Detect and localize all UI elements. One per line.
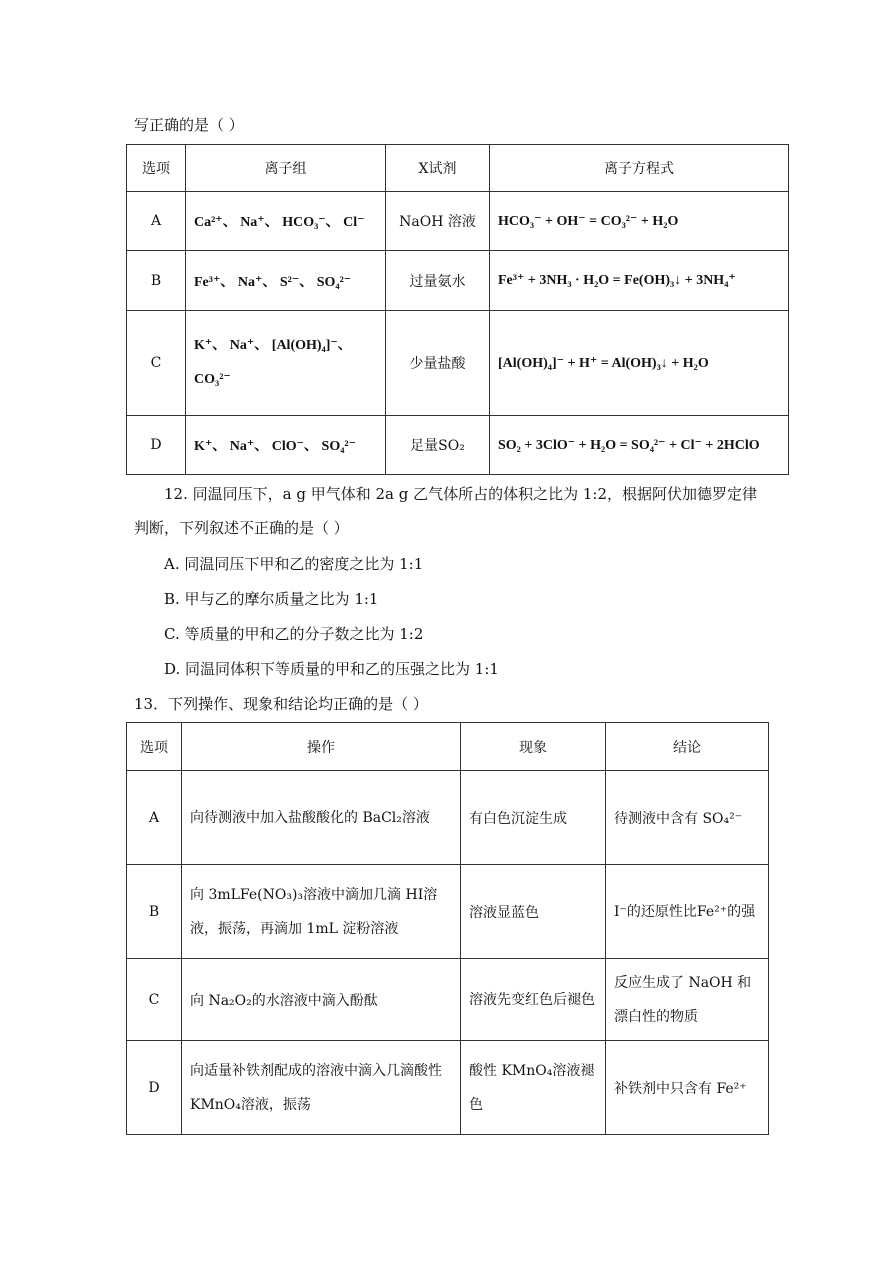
table-row	[127, 311, 789, 416]
question-12-option: D. 同温同体积下等质量的甲和乙的压强之比为 1:1	[164, 660, 499, 678]
option-cell: C	[127, 311, 186, 416]
conclusion-cell: 待测液中含有 SO₄²⁻	[606, 771, 769, 865]
operation-cell: 向 3mLFe(NO₃)₃溶液中滴加几滴 HI溶液，振荡，再滴加 1mL 淀粉溶液	[182, 865, 461, 959]
reagent-cell: 足量SO₂	[386, 416, 490, 475]
ion-group-cell: Ca²⁺、 Na⁺、 HCO₃⁻、 Cl⁻	[186, 192, 386, 251]
operation-cell: 向适量补铁剂配成的溶液中滴入几滴酸性 KMnO₄溶液，振荡	[182, 1041, 461, 1135]
reagent-cell: 过量氨水	[386, 251, 490, 311]
table-row	[127, 865, 769, 959]
header-cell: 操作	[182, 723, 461, 771]
question-11-tail: 写正确的是（ ）	[134, 116, 244, 134]
ion-group-cell: K⁺、 Na⁺、 ClO⁻、 SO₄²⁻	[186, 416, 386, 475]
question-13-table	[126, 722, 769, 1135]
table-header-row	[127, 723, 769, 771]
phenomenon-cell: 有白色沉淀生成	[461, 771, 606, 865]
equation-cell: Fe³⁺ + 3NH₃ · H₂O = Fe(OH)₃↓ + 3NH₄⁺	[490, 251, 789, 311]
equation-cell: HCO₃⁻ + OH⁻ = CO₃²⁻ + H₂O	[490, 192, 789, 251]
phenomenon-cell: 溶液先变红色后褪色	[461, 959, 606, 1041]
phenomenon-cell: 酸性 KMnO₄溶液褪色	[461, 1041, 606, 1135]
question-12-option: A. 同温同压下甲和乙的密度之比为 1:1	[164, 555, 424, 573]
table-row	[127, 771, 769, 865]
conclusion-cell: I⁻的还原性比Fe²⁺的强	[606, 865, 769, 959]
header-cell: X试剂	[386, 145, 490, 192]
table-row	[127, 251, 789, 311]
option-cell: D	[127, 416, 186, 475]
ion-group-cell: Fe³⁺、 Na⁺、 S²⁻、 SO₄²⁻	[186, 251, 386, 311]
header-cell: 结论	[606, 723, 769, 771]
operation-cell: 向 Na₂O₂的水溶液中滴入酚酞	[182, 959, 461, 1041]
option-cell: B	[127, 865, 182, 959]
option-cell: A	[127, 192, 186, 251]
question-11-table	[126, 144, 789, 475]
conclusion-cell: 反应生成了 NaOH 和漂白性的物质	[606, 959, 769, 1041]
header-cell: 离子组	[186, 145, 386, 192]
table-row	[127, 192, 789, 251]
ion-group-cell: K⁺、 Na⁺、 [Al(OH)₄]⁻、 CO₃²⁻	[186, 311, 386, 416]
reagent-cell: 少量盐酸	[386, 311, 490, 416]
table-header-row	[127, 145, 789, 192]
question-12-option: C. 等质量的甲和乙的分子数之比为 1:2	[164, 625, 424, 643]
phenomenon-cell: 溶液显蓝色	[461, 865, 606, 959]
operation-cell: 向待测液中加入盐酸酸化的 BaCl₂溶液	[182, 771, 461, 865]
option-cell: D	[127, 1041, 182, 1135]
equation-cell: [Al(OH)₄]⁻ + H⁺ = Al(OH)₃↓ + H₂O	[490, 311, 789, 416]
header-cell: 离子方程式	[490, 145, 789, 192]
table-row	[127, 416, 789, 475]
question-13-stem: 13．下列操作、现象和结论均正确的是（ ）	[134, 695, 428, 713]
table-row	[127, 959, 769, 1041]
conclusion-cell: 补铁剂中只含有 Fe²⁺	[606, 1041, 769, 1135]
header-cell: 现象	[461, 723, 606, 771]
option-cell: B	[127, 251, 186, 311]
question-12-stem-line2: 判断，下列叙述不正确的是（ ）	[134, 519, 349, 537]
option-cell: C	[127, 959, 182, 1041]
reagent-cell: NaOH 溶液	[386, 192, 490, 251]
question-12-stem-line1: 12. 同温同压下，a g 甲气体和 2a g 乙气体所占的体积之比为 1:2，根据阿伏加德罗定律	[164, 485, 758, 503]
table-row	[127, 1041, 769, 1135]
question-12-option: B. 甲与乙的摩尔质量之比为 1:1	[164, 590, 379, 608]
equation-cell: SO₂ + 3ClO⁻ + H₂O = SO₄²⁻ + Cl⁻ + 2HClO	[490, 416, 789, 475]
header-cell: 选项	[127, 145, 186, 192]
option-cell: A	[127, 771, 182, 865]
header-cell: 选项	[127, 723, 182, 771]
